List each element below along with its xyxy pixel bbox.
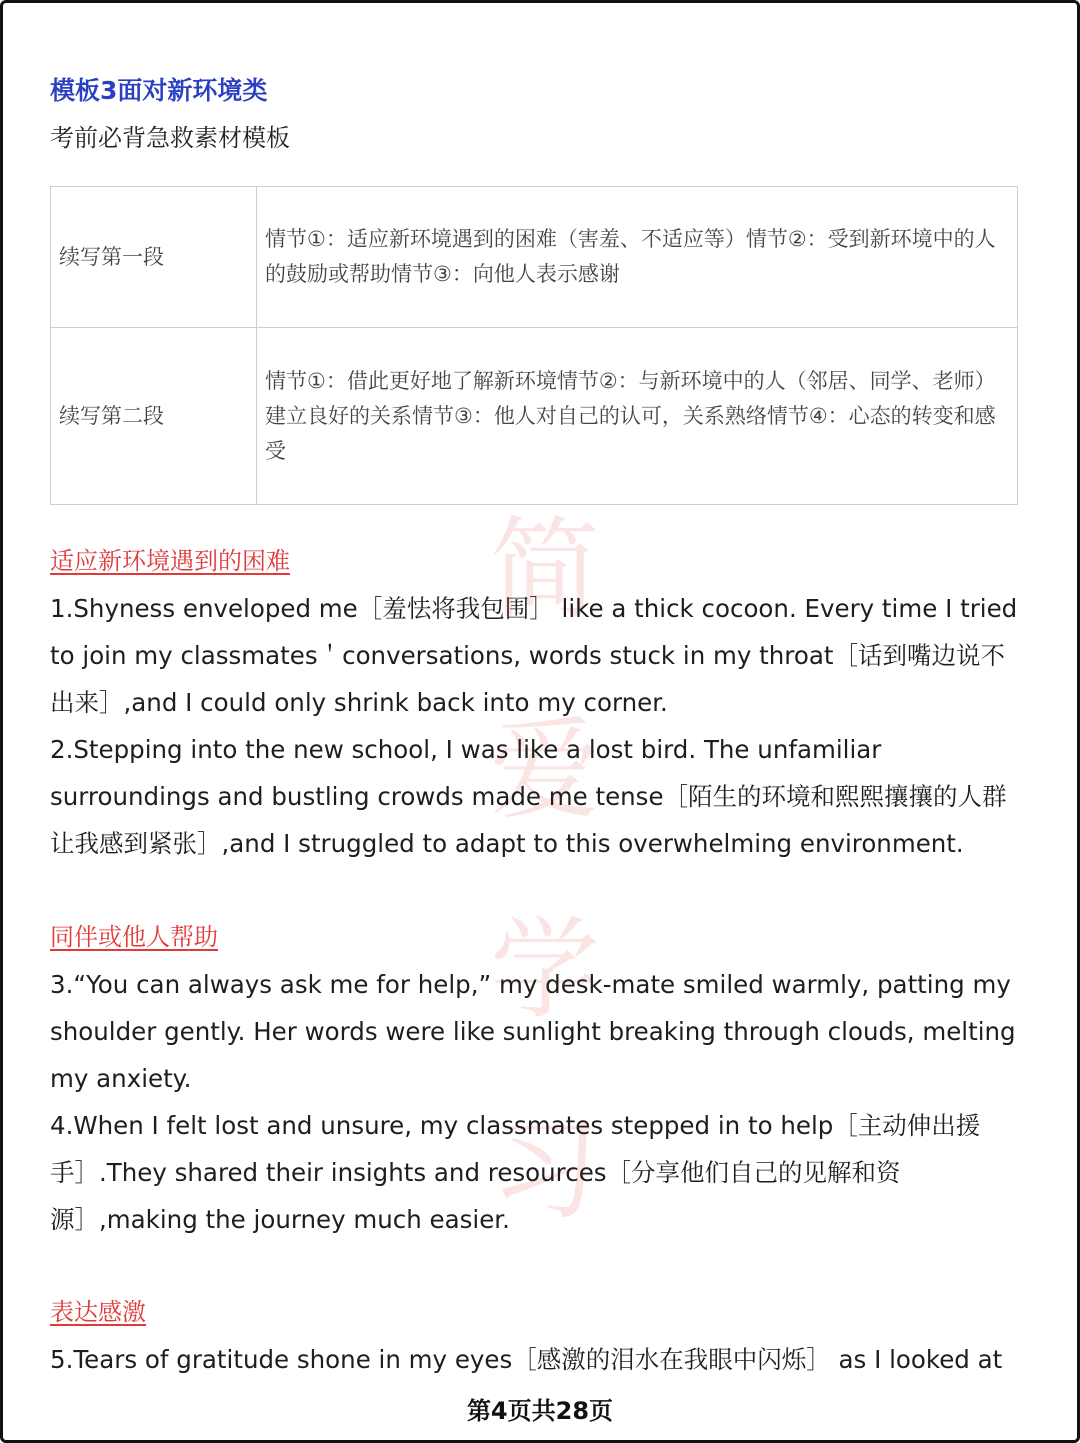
section-heading: 同伴或他人帮助 (50, 923, 218, 951)
section-gratitude (50, 1289, 1018, 1383)
example-paragraph: 1.Shyness enveloped me［羞怯将我包围］ like a thick cocoon. Every time I tried to join my classmates＇conversations, words stuck in my throat［话到嘴边说不出来］,and I could only shrink back into my corner. (50, 594, 1018, 717)
section-heading: 表达感激 (50, 1298, 146, 1326)
table-row (51, 328, 1018, 505)
section-difficulties (50, 538, 1018, 867)
example-paragraph: 3.“You can always ask me for help,” my desk-mate smiled warmly, patting my shoulder gently. Her words were like sunlight breaking through clouds, melting my anxiety. (50, 970, 1016, 1093)
example-paragraph: 2.Stepping into the new school, I was like a lost bird. The unfamiliar surroundings and bustling crowds made me tense［陌生的环境和熙熙攘攘的人群让我感到紧张］,and I struggled to adapt to this overwhelming environment. (50, 735, 1007, 858)
section-help (50, 914, 1018, 1243)
table-row (51, 187, 1018, 328)
page-number: 第4页共28页 (466, 1397, 614, 1425)
plot-description: 情节①：借此更好地了解新环境情节②：与新环境中的人（邻居、同学、老师）建立良好的关系情节③：他人对自己的认可，关系熟络情节④：心态的转变和感受 (257, 328, 1018, 505)
plot-description: 情节①：适应新环境遇到的困难（害羞、不适应等）情节②：受到新环境中的人的鼓励或帮助情节③：向他人表示感谢 (257, 187, 1018, 328)
paragraph-label: 续写第二段 (51, 328, 257, 505)
example-paragraph: 5.Tears of gratitude shone in my eyes［感激的泪水在我眼中闪烁］ as I looked at (50, 1345, 1003, 1374)
example-paragraph: 4.When I felt lost and unsure, my classmates stepped in to help［主动伸出援手］.They shared their insights and resources［分享他们自己的见解和资源］,making the journey much easier. (50, 1111, 981, 1234)
watermark: 简爱学习 (490, 506, 600, 1234)
template-title: 模板3面对新环境类 (50, 76, 268, 105)
section-heading: 适应新环境遇到的困难 (50, 547, 290, 575)
paragraph-label: 续写第一段 (51, 187, 257, 328)
template-subtitle: 考前必背急救素材模板 (50, 124, 290, 152)
outline-table (50, 186, 1018, 505)
